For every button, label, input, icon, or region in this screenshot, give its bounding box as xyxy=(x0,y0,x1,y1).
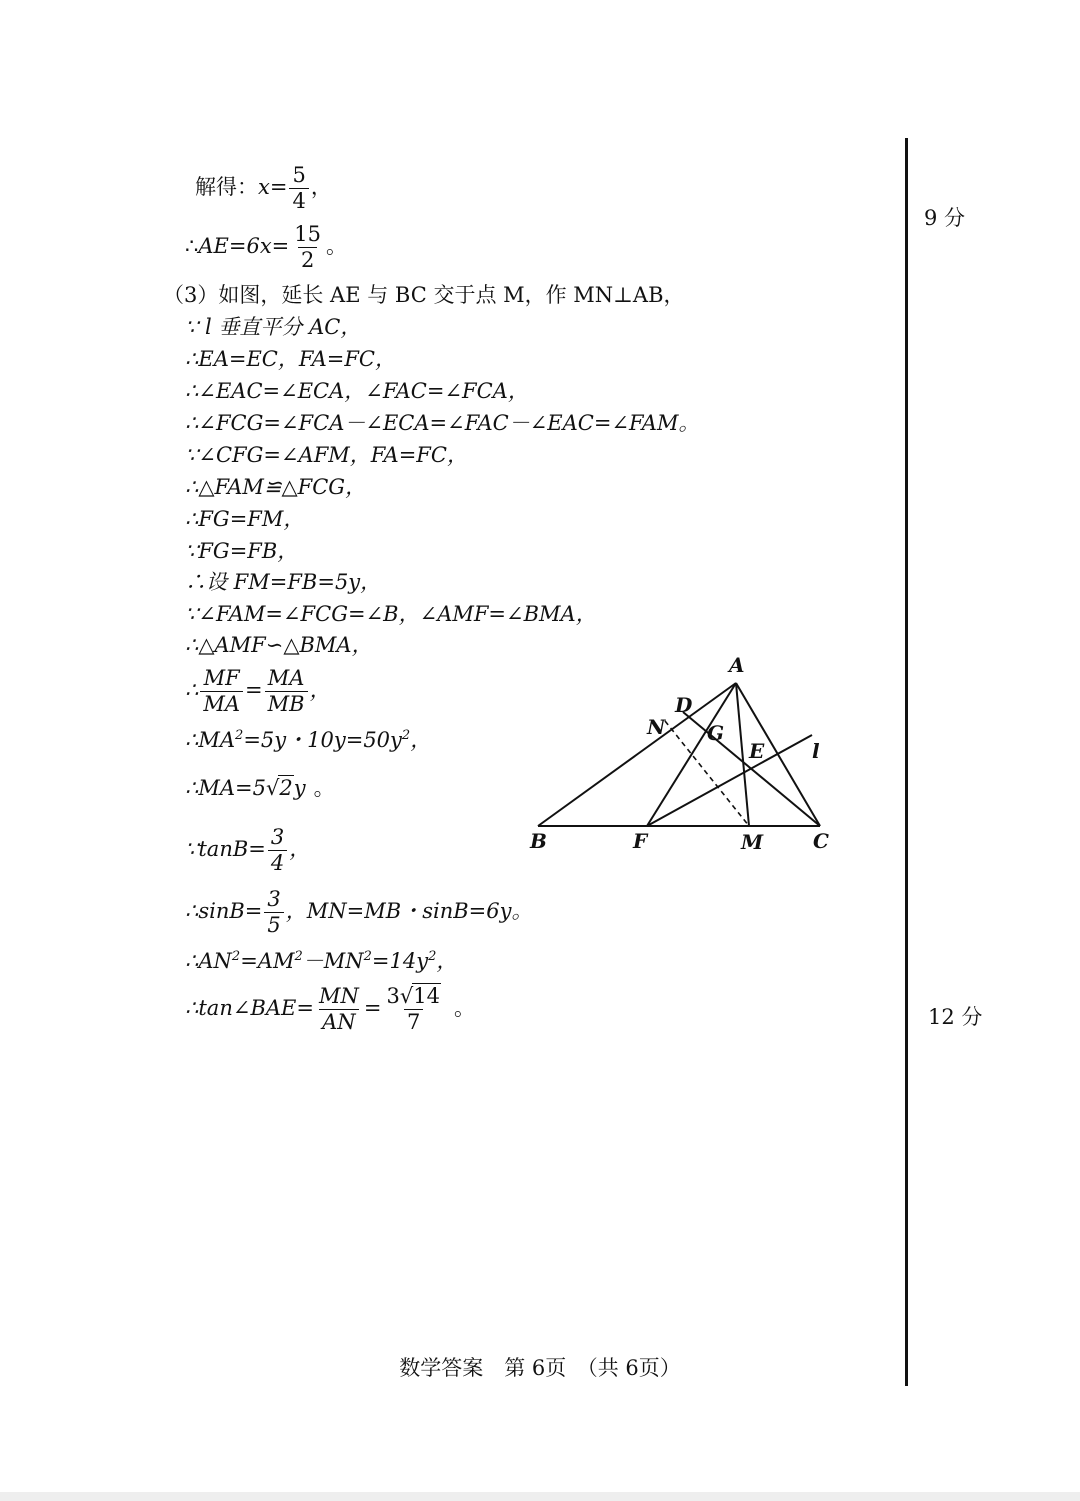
denominator: AN xyxy=(319,1009,359,1035)
var-x: x xyxy=(258,175,270,199)
punct: ， xyxy=(309,678,331,702)
punct: ， xyxy=(436,949,458,973)
line-l xyxy=(647,735,812,826)
step-line: ∴EA=EC，FA=FC， xyxy=(185,347,396,371)
bottom-edge xyxy=(0,1492,1080,1501)
margin-divider-line xyxy=(905,138,908,1386)
label-e: E xyxy=(749,739,765,763)
equals: = xyxy=(363,996,382,1020)
expr-part: ∴MA=5 xyxy=(185,776,266,800)
fraction-ma-mb xyxy=(265,666,308,717)
segment-cd xyxy=(683,712,820,826)
superscript: 2 xyxy=(363,949,372,964)
step-line: ∵FG=FB， xyxy=(185,539,299,563)
step-line: ∴△FAM≌△FCG， xyxy=(185,475,367,499)
expr-part: ∴MA xyxy=(185,728,236,752)
an-squared-line xyxy=(185,947,457,975)
numerator: 5 xyxy=(292,163,306,187)
sin-b-line xyxy=(185,887,532,938)
step-line: ∴FG=FM， xyxy=(185,507,305,531)
expr-part: ∵tanB= xyxy=(185,837,266,861)
label-b: B xyxy=(530,829,547,853)
superscript: 2 xyxy=(231,949,241,964)
step-line: ∵∠CFG=∠AFM，FA=FC， xyxy=(185,443,468,467)
expr-part: ∴tan∠BAE= xyxy=(185,996,314,1020)
label-g: G xyxy=(707,721,725,745)
tan-b-line xyxy=(185,825,310,876)
step-line: ∴△AMF∽△BMA， xyxy=(185,633,373,657)
ma-squared-line xyxy=(185,726,431,754)
punct: 。 xyxy=(313,776,335,800)
step-line: ∴∠EAC=∠ECA，∠FAC=∠FCA， xyxy=(185,379,529,403)
triangle-diagram xyxy=(520,645,850,860)
label-l: l xyxy=(812,739,820,763)
expr-part: =5y・10y=50y xyxy=(243,728,402,752)
superscript: 2 xyxy=(401,728,411,743)
expr-part: ∴sinB= xyxy=(185,899,263,923)
equals: = xyxy=(245,678,263,702)
score-12: 12 分 xyxy=(928,1005,983,1029)
superscript: 2 xyxy=(294,949,303,964)
numerator xyxy=(383,984,444,1009)
ratio-line xyxy=(185,666,331,717)
numerator: MA xyxy=(267,666,305,690)
step-line: ∵∠FAM=∠FCG=∠B，∠AMF=∠BMA， xyxy=(185,602,597,626)
equals: = xyxy=(269,175,288,199)
punct: 。 xyxy=(326,234,347,258)
denominator: MB xyxy=(265,691,308,717)
superscript: 2 xyxy=(428,949,437,964)
denominator: MA xyxy=(200,691,243,717)
punct: ， xyxy=(310,175,332,199)
fraction-3-4 xyxy=(268,825,287,876)
expr-part: －MN xyxy=(302,949,364,973)
expr-part: y xyxy=(293,776,306,800)
expr-ae: AE=6x= xyxy=(198,234,290,258)
geometry-figure xyxy=(520,645,850,864)
denominator: 2 xyxy=(298,247,317,273)
solution-line-x xyxy=(195,163,332,214)
punct: ， xyxy=(410,728,432,752)
punct: ， xyxy=(289,837,311,861)
numerator: 15 xyxy=(294,222,321,246)
expr-part: =AM xyxy=(240,949,295,973)
sqrt-symbol: √ xyxy=(399,984,414,1008)
expr-part: ，MN=MB・sinB=6y。 xyxy=(285,899,533,923)
step-line: ∴∠FCG=∠FCA－∠ECA=∠FAC－∠EAC=∠FAM。 xyxy=(185,411,700,435)
fraction-mf-ma xyxy=(200,666,243,717)
text-solve: 解得： xyxy=(195,175,258,199)
punct: 。 xyxy=(453,996,475,1020)
label-a: A xyxy=(729,653,745,677)
sqrt-symbol: √ xyxy=(266,776,280,800)
label-c: C xyxy=(813,829,829,853)
therefore-symbol: ∴ xyxy=(185,678,199,702)
label-f: F xyxy=(633,829,648,853)
radicand: 14 xyxy=(413,984,440,1008)
expr-part: =14y xyxy=(371,949,429,973)
label-m: M xyxy=(741,830,764,854)
label-d: D xyxy=(675,693,693,717)
step-line: ∵ l 垂直平分 AC， xyxy=(185,315,362,339)
coefficient: 3 xyxy=(386,984,400,1008)
radicand: 2 xyxy=(279,776,293,800)
ma-value-line xyxy=(185,774,335,802)
numerator: MN xyxy=(318,984,359,1008)
denominator: 4 xyxy=(289,188,308,214)
denominator: 7 xyxy=(404,1009,423,1035)
denominator: 4 xyxy=(268,850,287,876)
segment-am xyxy=(736,683,749,826)
denominator: 5 xyxy=(264,912,283,938)
label-n: N xyxy=(647,715,666,739)
therefore-symbol: ∴ xyxy=(185,234,199,258)
numerator: 3 xyxy=(270,825,285,849)
fraction-3-5 xyxy=(264,887,283,938)
score-9: 9 分 xyxy=(924,206,966,230)
tan-bae-line xyxy=(185,984,475,1035)
fraction-15-2 xyxy=(291,222,324,273)
solution-line-ae xyxy=(185,222,347,273)
fraction-mn-an xyxy=(316,984,362,1035)
page-footer: 数学答案 第 6页 （共 6页） xyxy=(399,1356,681,1380)
segment-ab xyxy=(538,683,736,826)
superscript: 2 xyxy=(235,728,244,743)
step-line: ∴设 FM=FB=5y， xyxy=(185,570,382,594)
numerator: 3 xyxy=(267,887,281,911)
fraction-result xyxy=(383,984,444,1035)
numerator: MF xyxy=(203,666,240,690)
part-3-intro: （3）如图，延长 AE 与 BC 交于点 M，作 MN⊥AB， xyxy=(163,283,685,307)
fraction-5-4 xyxy=(289,163,308,214)
expr-part: ∴AN xyxy=(185,949,232,973)
